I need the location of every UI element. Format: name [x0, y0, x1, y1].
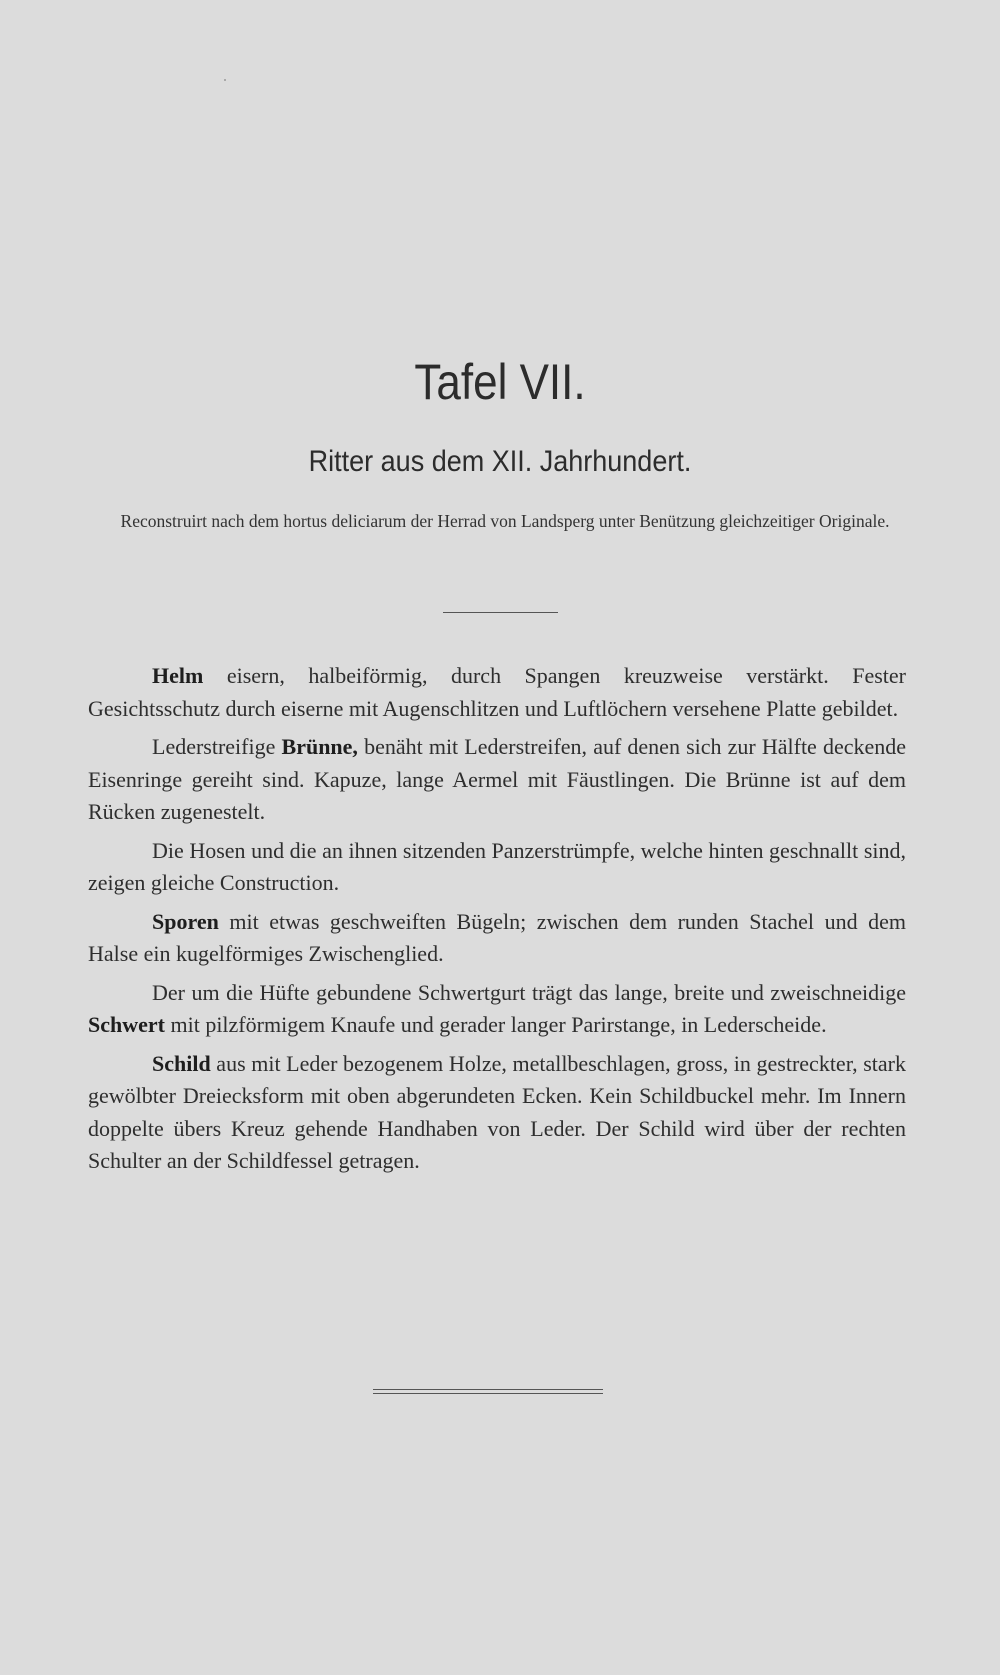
paper-speck — [224, 79, 226, 81]
paragraph-text: benäht mit Lederstreifen, auf denen sich zur Hälfte deckende Eisenringe gereiht sind. Kapuze, lange Aermel mit Fäustlingen. Die Brünne ist auf dem Rücken zugenestelt. — [88, 734, 907, 824]
end-double-rule — [373, 1389, 603, 1394]
paragraph-pre: Lederstreifige — [152, 734, 282, 759]
plate-subtitle: Ritter aus dem XII. Jahrhundert. — [308, 445, 692, 478]
plate-title: Tafel VII. — [414, 354, 586, 410]
paragraph-pre: Der um die Hüfte gebundene Schwertgurt trägt das lange, breite und zweischneidige — [152, 979, 906, 1005]
keyword-schwert: Schwert — [88, 1012, 165, 1037]
paragraph-schild — [88, 1048, 906, 1178]
paragraph-text: mit etwas geschweiften Bügeln; zwischen dem runden Stachel und dem Halse ein kugelförmiges Zwischenglied. — [88, 908, 906, 966]
source-note: Reconstruirt nach dem hortus deliciarum der Herrad von Landsperg unter Benützung gleichzeitiger Originale. — [120, 511, 890, 531]
keyword-schild: Schild — [152, 1050, 211, 1076]
keyword-bruenne: Brünne, — [281, 734, 358, 759]
paragraph-helm — [88, 660, 906, 725]
paragraph-bruenne — [88, 731, 906, 829]
paragraph-text: eisern, halbeiförmig, durch Spangen kreuzweise verstärkt. Fester Gesichtsschutz durch eiserne mit Augenschlitzen und Luftlöchern versehene Platte gebildet. — [88, 663, 906, 721]
keyword-helm: Helm — [152, 663, 204, 688]
paragraph-text: mit pilzförmigem Knaufe und gerader langer Parirstange, in Lederscheide. — [164, 1012, 827, 1037]
divider-rule — [443, 612, 558, 613]
paragraph-text: Die Hosen und die an ihnen sitzenden Panzerstrümpfe, welche hinten geschnallt sind, zeigen gleiche Construction. — [88, 837, 906, 895]
keyword-sporen: Sporen — [152, 908, 219, 934]
paragraph-sporen — [88, 906, 906, 971]
paragraph-hosen — [88, 835, 906, 900]
paragraph-schwert — [88, 977, 906, 1042]
description-body — [88, 660, 906, 1184]
paragraph-text: aus mit Leder bezogenem Holze, metallbeschlagen, gross, in gestreckter, stark gewölbter Dreiecksform mit oben abgerundeten Ecken. Kein Schildbuckel mehr. Im Innern doppelte übers Kreuz gehende Handhaben von Leder. Der Schild wird über der rechten Schulter an der Schildfessel getragen. — [88, 1050, 906, 1173]
